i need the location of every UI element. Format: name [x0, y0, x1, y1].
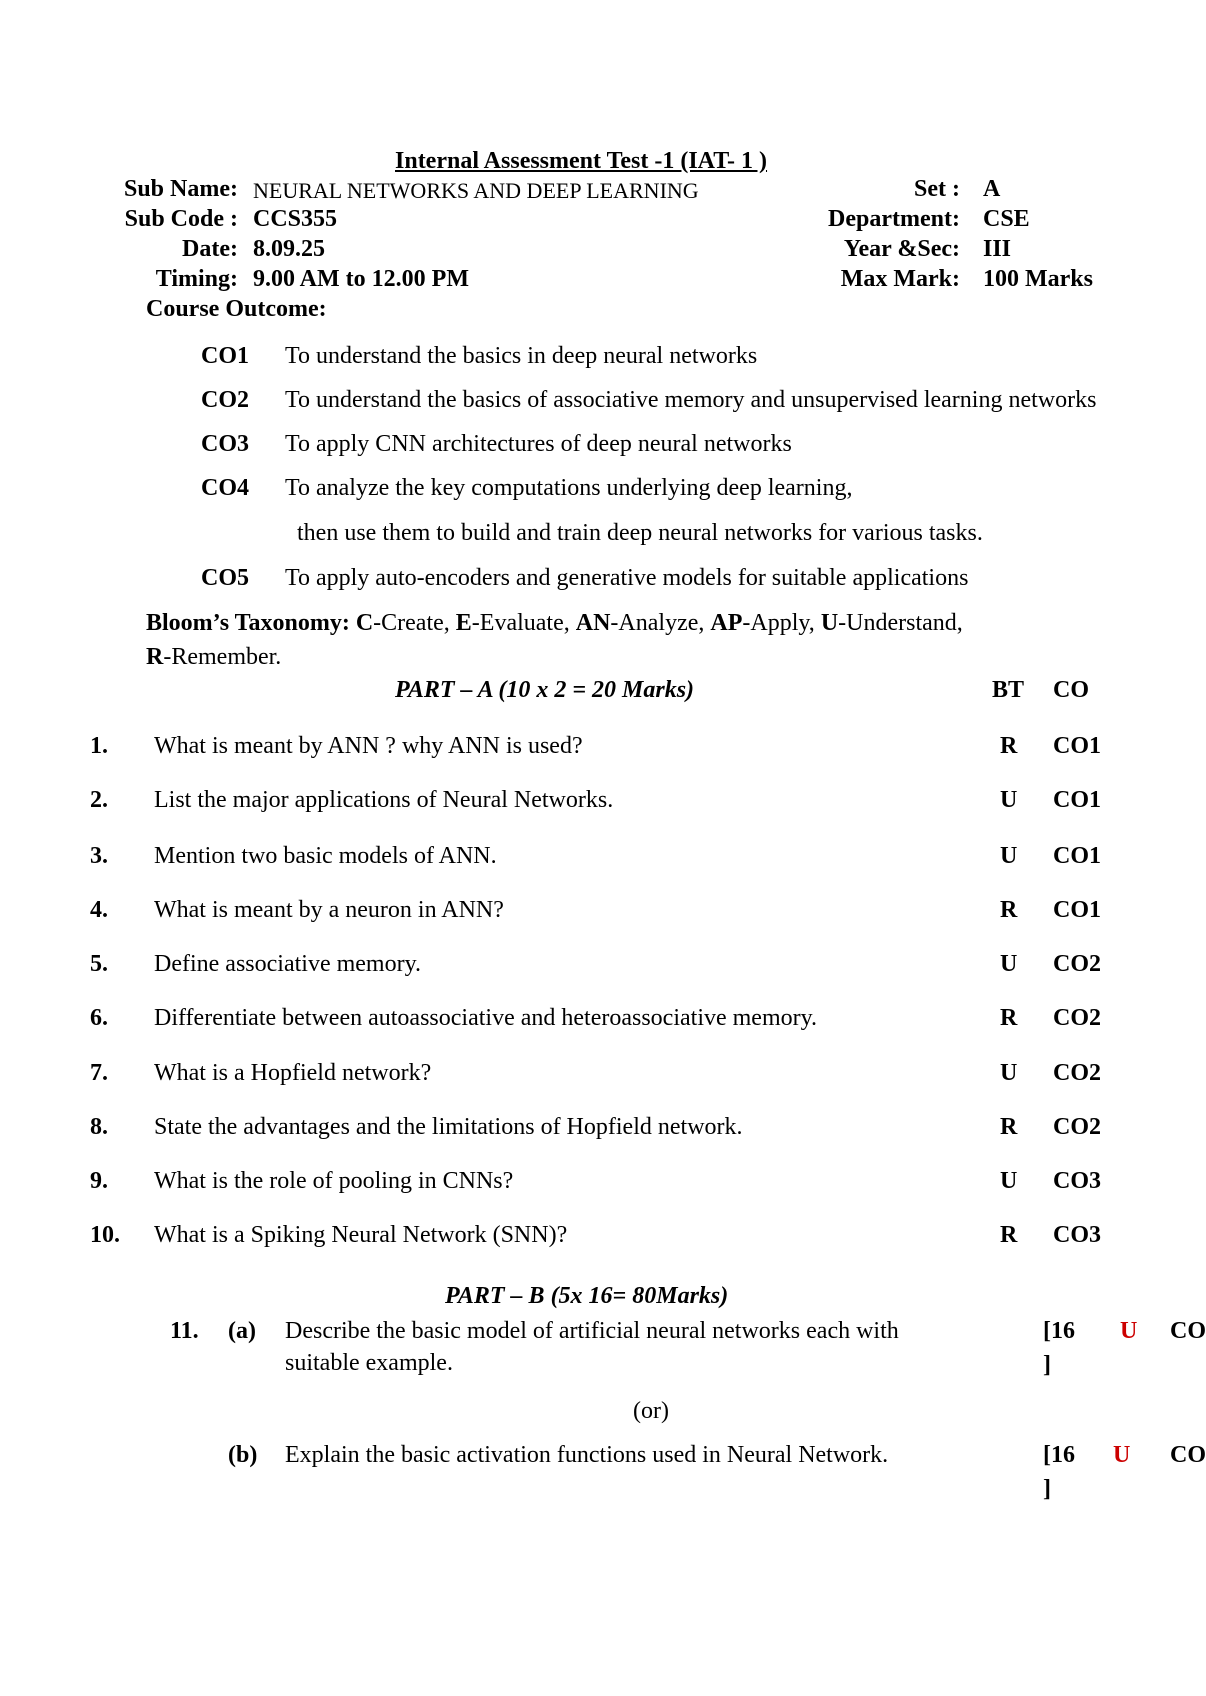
- part-b-title: PART – B (5x 16= 80Marks): [445, 1283, 729, 1309]
- co-code: CO1: [201, 343, 249, 369]
- question-co: CO: [1170, 1442, 1206, 1468]
- blooms-label: Bloom’s Taxonomy:: [146, 610, 350, 636]
- co-code: CO2: [201, 387, 249, 413]
- question-text: Define associative memory.: [154, 951, 422, 977]
- question-co: CO2: [1053, 1005, 1101, 1031]
- co-text: To apply CNN architectures of deep neural networks: [285, 431, 792, 457]
- question-number: 7.: [90, 1060, 108, 1086]
- question-text: Differentiate between autoassociative and heteroassociative memory.: [154, 1005, 818, 1031]
- co-text: To analyze the key computations underlying deep learning,: [285, 475, 853, 501]
- question-number: 10.: [90, 1222, 120, 1248]
- question-bt: R: [1000, 1222, 1018, 1248]
- question-co: CO1: [1053, 733, 1101, 759]
- question-bt: R: [1000, 733, 1018, 759]
- question-bt: R: [1000, 1114, 1018, 1140]
- question-bt: U: [1000, 1060, 1018, 1086]
- question-text: Describe the basic model of artificial neural networks each with: [285, 1318, 899, 1344]
- set-label: Set :: [914, 176, 960, 202]
- question-text: Explain the basic activation functions used in Neural Network.: [285, 1442, 889, 1468]
- question-number: 3.: [90, 843, 108, 869]
- blooms-key: AN: [575, 610, 611, 636]
- blooms-value: -Create,: [373, 610, 456, 636]
- question-number: 9.: [90, 1168, 108, 1194]
- question-bt: U: [1000, 787, 1018, 813]
- marks-bracket: ]: [1043, 1476, 1051, 1502]
- co-text: To apply auto-encoders and generative models for suitable applications: [285, 565, 969, 591]
- question-number: 4.: [90, 897, 108, 923]
- question-bt: U: [1000, 1168, 1018, 1194]
- marks: [16: [1043, 1442, 1075, 1468]
- timing-label: Timing:: [155, 266, 238, 292]
- question-text: State the advantages and the limitations of Hopfield network.: [154, 1114, 743, 1140]
- max-mark-label: Max Mark:: [840, 266, 960, 292]
- question-co: CO3: [1053, 1168, 1101, 1194]
- blooms-taxonomy-line-2: [146, 644, 281, 671]
- question-co: CO3: [1053, 1222, 1101, 1248]
- blooms-key: C: [355, 610, 374, 636]
- question-text: List the major applications of Neural Networks.: [154, 787, 614, 813]
- sub-name-label: Sub Name:: [123, 176, 238, 202]
- blooms-value: -Apply,: [742, 610, 821, 636]
- sub-question-label: (a): [228, 1318, 256, 1344]
- co-code: CO5: [201, 565, 249, 591]
- question-text: What is meant by ANN ? why ANN is used?: [154, 733, 583, 759]
- sub-question-label: (b): [228, 1442, 258, 1468]
- question-co: CO1: [1053, 897, 1101, 923]
- timing-value: 9.00 AM to 12.00 PM: [253, 266, 469, 292]
- question-text: Mention two basic models of ANN.: [154, 843, 497, 869]
- blooms-value: -Evaluate,: [471, 610, 576, 636]
- question-number: 2.: [90, 787, 108, 813]
- sub-code-value: CCS355: [253, 206, 338, 232]
- blooms-key: E: [455, 610, 472, 636]
- or-separator: (or): [633, 1398, 669, 1424]
- question-number: 1.: [90, 733, 108, 759]
- question-bt: U: [1000, 843, 1018, 869]
- question-co: CO: [1170, 1318, 1206, 1344]
- year-sec-value: III: [983, 236, 1012, 262]
- co-text: To understand the basics of associative memory and unsupervised learning networks: [285, 387, 1097, 413]
- co-code: CO3: [201, 431, 249, 457]
- sub-name-value: NEURAL NETWORKS AND DEEP LEARNING: [253, 178, 699, 203]
- question-bt: R: [1000, 897, 1018, 923]
- question-number: 5.: [90, 951, 108, 977]
- co-text: To understand the basics in deep neural networks: [285, 343, 758, 369]
- question-text: What is the role of pooling in CNNs?: [154, 1168, 514, 1194]
- question-number: 6.: [90, 1005, 108, 1031]
- year-sec-label: Year &Sec:: [843, 236, 960, 262]
- blooms-key: AP: [710, 610, 743, 636]
- set-value: A: [983, 176, 1001, 202]
- question-number: 8.: [90, 1114, 108, 1140]
- question-co: CO1: [1053, 843, 1101, 869]
- part-a-title: PART – A (10 x 2 = 20 Marks): [395, 677, 695, 703]
- sub-code-label: Sub Code :: [124, 206, 238, 232]
- question-number: 11.: [170, 1318, 199, 1344]
- date-value: 8.09.25: [253, 236, 325, 262]
- question-bt: U: [1120, 1318, 1138, 1344]
- co-column-header: CO: [1053, 677, 1089, 703]
- department-value: CSE: [983, 206, 1030, 232]
- blooms-value: -Understand,: [838, 610, 963, 636]
- blooms-key: R: [146, 644, 164, 670]
- question-co: CO2: [1053, 1060, 1101, 1086]
- co-code: CO4: [201, 475, 249, 501]
- question-bt: U: [1000, 951, 1018, 977]
- question-bt: U: [1113, 1442, 1131, 1468]
- co-text-continued: then use them to build and train deep neural networks for various tasks.: [297, 520, 983, 546]
- course-outcome-label: Course Outcome:: [146, 296, 327, 322]
- question-text: What is a Spiking Neural Network (SNN)?: [154, 1222, 568, 1248]
- page-title: Internal Assessment Test -1 (IAT- 1 ): [395, 148, 768, 174]
- max-mark-value: 100 Marks: [983, 266, 1093, 292]
- blooms-value: -Analyze,: [610, 610, 711, 636]
- question-text: What is meant by a neuron in ANN?: [154, 897, 504, 923]
- question-text: What is a Hopfield network?: [154, 1060, 432, 1086]
- question-co: CO2: [1053, 951, 1101, 977]
- question-text-continued: suitable example.: [285, 1350, 453, 1376]
- marks: [16: [1043, 1318, 1075, 1344]
- date-label: Date:: [182, 236, 238, 262]
- question-co: CO2: [1053, 1114, 1101, 1140]
- blooms-taxonomy-line: [146, 610, 963, 637]
- marks-bracket: ]: [1043, 1352, 1051, 1378]
- blooms-key: U: [820, 610, 839, 636]
- blooms-value: -Remember.: [163, 644, 282, 670]
- bt-column-header: BT: [992, 677, 1025, 703]
- question-co: CO1: [1053, 787, 1101, 813]
- department-label: Department:: [828, 206, 960, 232]
- question-bt: R: [1000, 1005, 1018, 1031]
